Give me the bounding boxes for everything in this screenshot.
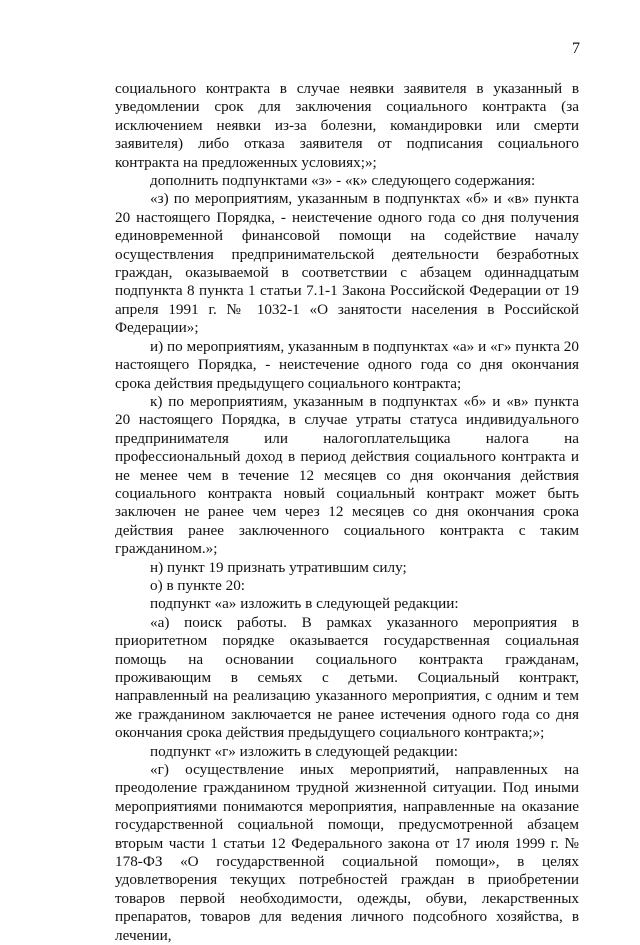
paragraph: «а) поиск работы. В рамках указанного мероприятия в приоритетном порядке оказывается государственная социальная помощь на основании социального контракта гражданам, проживающим в семьях с детьми. Социальный контракт, направленный на реализацию указанного мероприятия, с одним и тем же гражданином заключается не ранее истечения одного года со дня окончания срока действия предыдущего социального контракта;»; — [115, 613, 579, 742]
paragraph: к) по мероприятиям, указанным в подпунктах «б» и «в» пункта 20 настоящего Порядка, в случае утраты статуса индивидуального предпринимателя или налогоплательщика налога на профессиональный доход в период действия социального контракта и не менее чем в течение 12 месяцев со дня окончания действия социального контракта новый социальный контракт может быть заключен не ранее чем через 12 месяцев со дня окончания срока действия ранее заключенного социального контракта с таким гражданином.»; — [115, 392, 579, 558]
paragraph: н) пункт 19 признать утратившим силу; — [150, 558, 407, 576]
paragraph: социального контракта в случае неявки заявителя в указанный в уведомлении срок для заключения социального контракта (за исключением неявки из-за болезни, командировки или смерти заявителя) либо отказа заявителя от подписания социального контракта на предложенных условиях;»; — [115, 80, 579, 171]
paragraph: «г) осуществление иных мероприятий, направленных на преодоление гражданином трудной жизненной ситуации. Под иными мероприятиями понимаются мероприятия, направленные на оказание государственной социальной помощи, предусмотренной абзацем вторым части 1 статьи 12 Федерального закона от 17 июля 1999 г. № 178-ФЗ «О государственной социальной помощи», в целях удовлетворения текущих потребностей граждан в приобретении товаров первой необходимости, одежды, обуви, лекарственных препаратов, товаров для ведения личного подсобного хозяйства, в лечении, — [115, 761, 579, 944]
paragraph: «з) по мероприятиям, указанным в подпунктах «б» и «в» пункта 20 настоящего Порядка, - неистечение одного года со дня получения единовременной финансовой помощи на содействие началу осуществления предпринимательской деятельности безработных граждан, оказываемой в соответствии с абзацем одиннадцатым подпункта 8 пункта 1 статьи 7.1-1 Закона Российской Федерации от 19 апреля 1991 г. № 1032-1 «О занятости населения в Российской Федерации»; — [115, 190, 579, 337]
paragraph: подпункт «а» изложить в следующей редакции: — [150, 595, 459, 613]
paragraph: подпункт «г» изложить в следующей редакции: — [150, 742, 459, 760]
paragraph: и) по мероприятиям, указанным в подпунктах «а» и «г» пункта 20 настоящего Порядка, - неистечение одного года со дня окончания срока действия предыдущего социального контракта; — [115, 337, 579, 392]
paragraph: дополнить подпунктами «з» - «к» следующего содержания: — [150, 172, 536, 190]
paragraph: о) в пункте 20: — [150, 576, 246, 594]
page-number: 7 — [572, 40, 580, 57]
document-body — [115, 80, 579, 945]
